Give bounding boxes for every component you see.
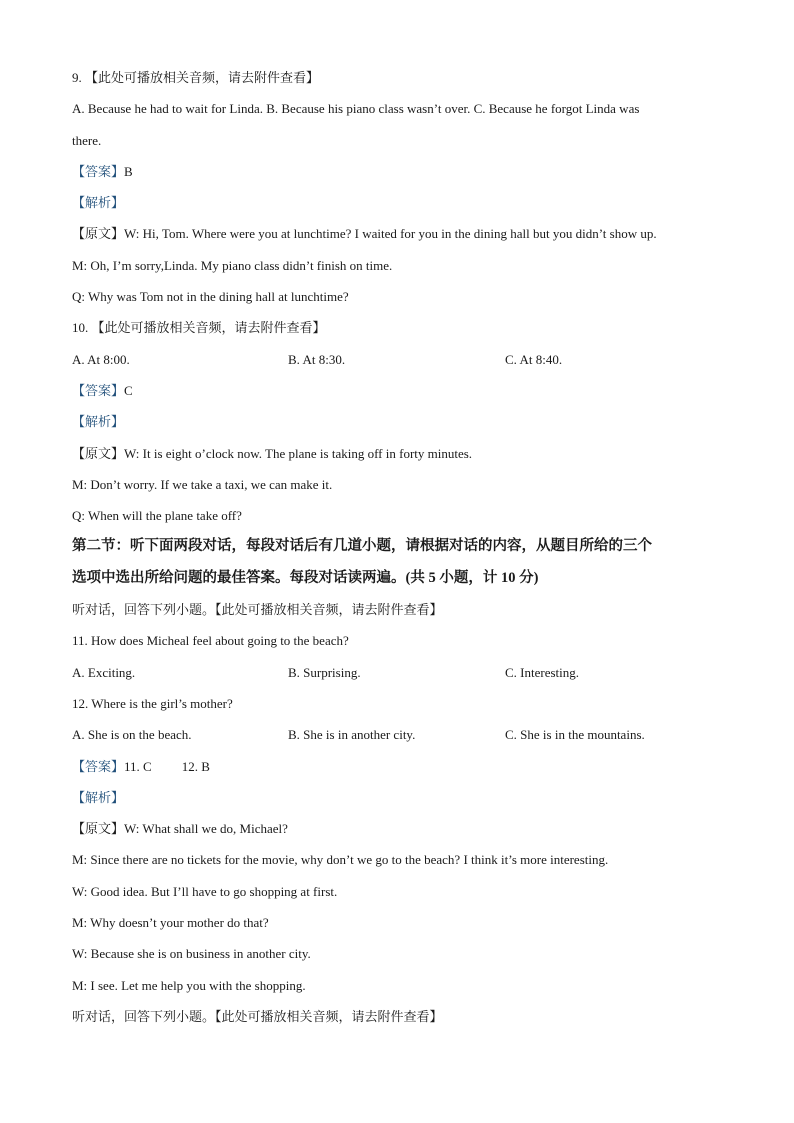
question-9-options: A. Because he had to wait for Linda. B. Because his piano class wasn’t over. C. Because he forgot Linda was <box>72 101 640 117</box>
transcript-text: W: It is eight o’clock now. The plane is taking off in forty minutes. <box>124 445 473 461</box>
transcript-label: 【原文】 <box>72 821 125 837</box>
question-10-options <box>72 344 722 375</box>
section-2-heading: 第二节：听下面两段对话，每段对话后有几道小题，请根据对话的内容，从题目所给的三个 <box>72 538 652 555</box>
option-b: B. She is in another city. <box>288 727 416 743</box>
answer-label: 【答案】 <box>72 163 125 179</box>
transcript-text: W: Hi, Tom. Where were you at lunchtime? I waited for you in the dining hall but you didn’t show up. <box>124 226 657 242</box>
option-a: A. At 8:00. <box>72 351 130 367</box>
question-10-transcript-line <box>72 438 722 469</box>
question-11-options <box>72 657 722 688</box>
option-c: C. At 8:40. <box>505 351 563 367</box>
questions-11-12-answer <box>72 751 722 782</box>
listen-prompt: 听对话，回答下列小题。【此处可播放相关音频，请去附件查看】 <box>72 602 443 618</box>
option-c: C. Interesting. <box>505 664 580 680</box>
analysis-label: 【解析】 <box>72 414 125 430</box>
option-a: A. She is on the beach. <box>72 727 192 743</box>
question-10-analysis <box>72 406 722 437</box>
option-c: C. She is in the mountains. <box>505 727 645 743</box>
question-9-transcript-line <box>72 218 722 249</box>
document-page <box>72 62 722 1032</box>
question-9-options-continued: there. <box>72 132 102 148</box>
question-10-transcript-line: M: Don’t worry. If we take a taxi, we can make it. <box>72 476 333 492</box>
question-10-transcript-line: Q: When will the plane take off? <box>72 508 242 524</box>
transcript-label: 【原文】 <box>72 226 125 242</box>
questions-11-12-analysis <box>72 782 722 813</box>
question-10-title: 10. 【此处可播放相关音频，请去附件查看】 <box>72 320 326 336</box>
question-9-analysis <box>72 187 722 218</box>
answer-label: 【答案】 <box>72 382 125 398</box>
question-11-title: 11. How does Micheal feel about going to the beach? <box>72 633 349 649</box>
answer-12: 12. B <box>181 758 210 774</box>
questions-11-12-transcript-line <box>72 813 722 844</box>
option-a: A. Exciting. <box>72 664 136 680</box>
question-9-answer <box>72 156 722 187</box>
transcript-label: 【原文】 <box>72 445 125 461</box>
questions-11-12-transcript-line: M: I see. Let me help you with the shopping. <box>72 977 306 993</box>
questions-11-12-transcript-line: M: Why doesn’t your mother do that? <box>72 915 269 931</box>
question-9-title: 9. 【此处可播放相关音频，请去附件查看】 <box>72 70 320 85</box>
transcript-text: W: What shall we do, Michael? <box>124 821 288 837</box>
section-2-heading-continued: 选项中选出所给问题的最佳答案。每段对话读两遍。(共 5 小题，计 10 分) <box>72 569 539 586</box>
analysis-label: 【解析】 <box>72 195 125 211</box>
listen-prompt: 听对话，回答下列小题。【此处可播放相关音频，请去附件查看】 <box>72 1008 443 1024</box>
option-b: B. Surprising. <box>288 664 361 680</box>
option-b: B. At 8:30. <box>288 351 346 367</box>
answer-label: 【答案】 <box>72 758 125 774</box>
answer-value: C <box>124 382 133 398</box>
question-9-transcript-line: Q: Why was Tom not in the dining hall at lunchtime? <box>72 289 349 305</box>
questions-11-12-transcript-line: W: Because she is on business in another city. <box>72 946 311 962</box>
analysis-label: 【解析】 <box>72 789 125 805</box>
question-12-title: 12. Where is the girl’s mother? <box>72 695 233 711</box>
answer-11: 11. C <box>124 758 152 774</box>
question-12-options <box>72 719 722 750</box>
question-10-answer <box>72 375 722 406</box>
questions-11-12-transcript-line: W: Good idea. But I’ll have to go shopping at first. <box>72 883 338 899</box>
questions-11-12-transcript-line: M: Since there are no tickets for the movie, why don’t we go to the beach? I think it’s more interesting. <box>72 852 609 868</box>
answer-value: B <box>124 163 133 179</box>
question-9-transcript-line: M: Oh, I’m sorry,Linda. My piano class didn’t finish on time. <box>72 257 393 273</box>
